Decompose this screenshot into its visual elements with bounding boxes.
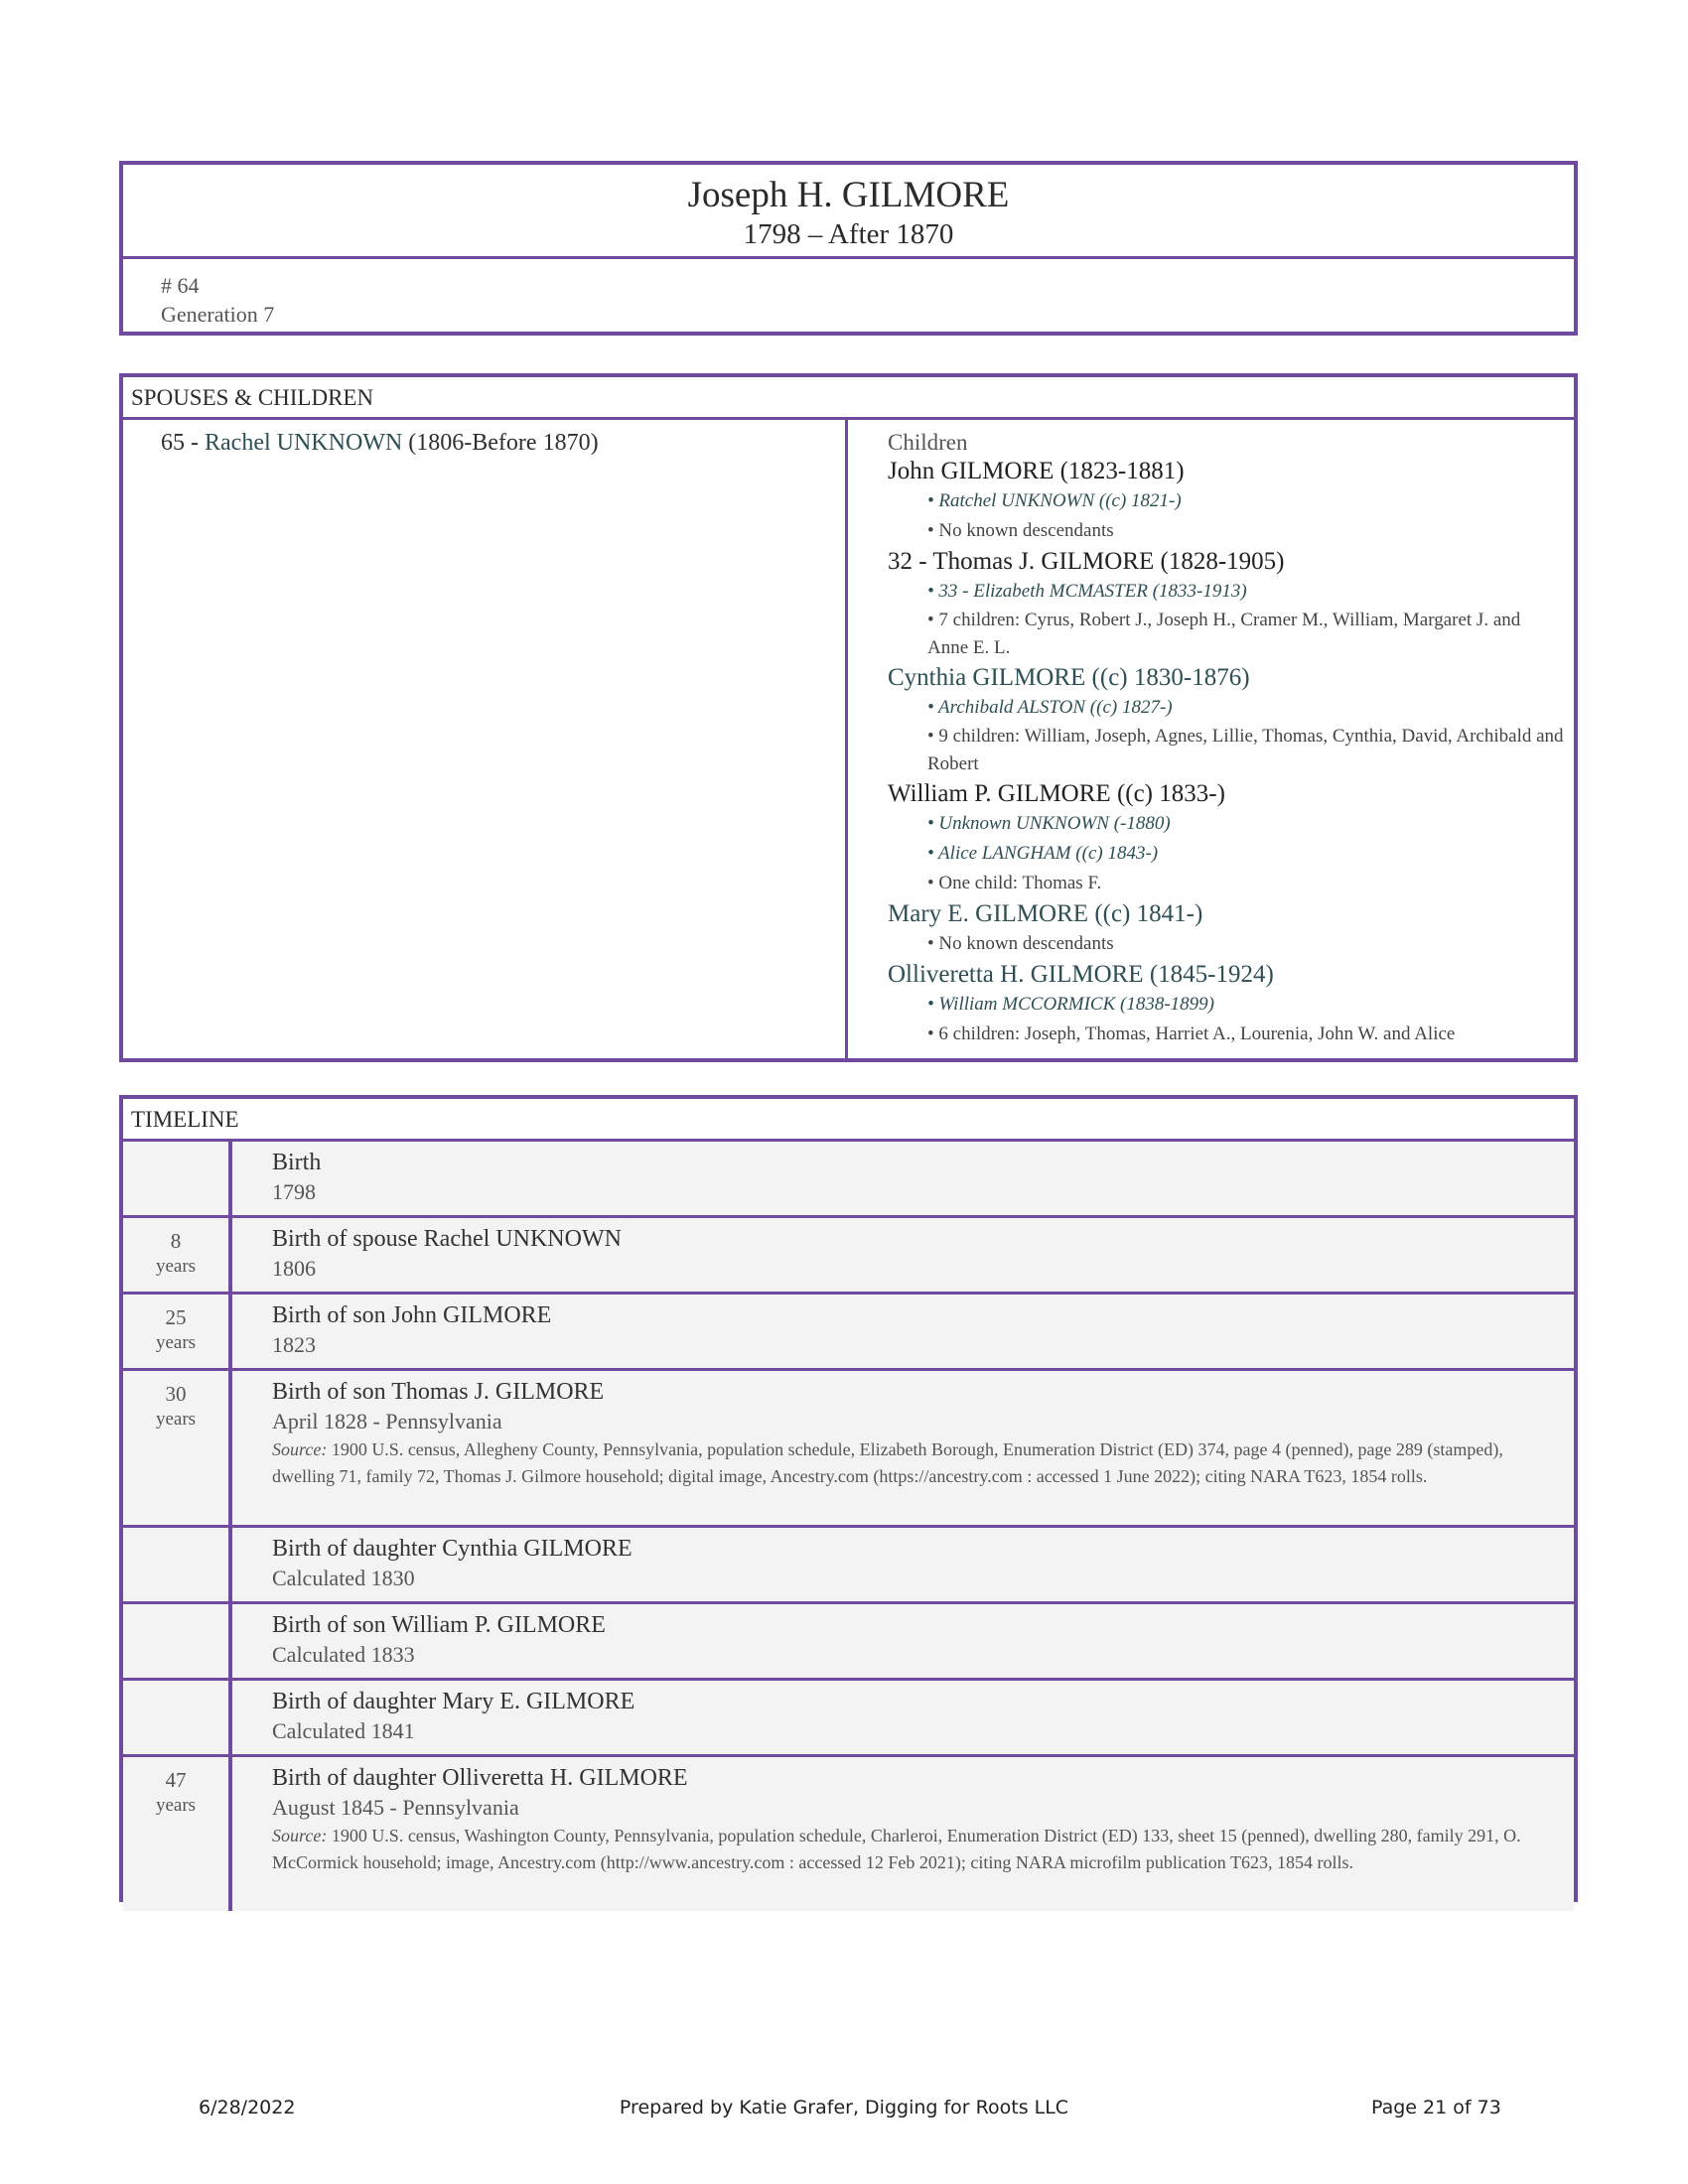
timeline-row [123, 1142, 1574, 1218]
child-name-line [888, 898, 1574, 929]
age-unit: years [155, 1332, 197, 1353]
source-label: Source: [272, 1826, 328, 1845]
timeline-section [119, 1095, 1578, 1902]
child-entry [888, 778, 1574, 898]
timeline-content [272, 1528, 1574, 1593]
timeline-rows [123, 1142, 1574, 1911]
timeline-date-place: 1806 [272, 1256, 316, 1281]
child-name-link[interactable]: Olliveretta H. GILMORE [888, 961, 1144, 988]
timeline-event: Birth of son John GILMORE [272, 1302, 552, 1328]
age-unit: years [155, 1409, 197, 1430]
child-descendants-item: • One child: Thomas F. [927, 873, 1102, 893]
timeline-date-place: Calculated 1841 [272, 1718, 415, 1743]
spouse-name-link[interactable]: Rachel UNKNOWN [205, 430, 403, 456]
child-name-line [888, 662, 1574, 693]
child-dates: (1823-1881) [1054, 458, 1185, 484]
child-entry [888, 898, 1574, 959]
age-value [123, 1528, 228, 1538]
timeline-date-place: August 1845 - Pennsylvania [272, 1795, 519, 1820]
child-spouse-item[interactable]: • Unknown UNKNOWN (-1880) [927, 813, 1171, 834]
spouse-entry [123, 420, 845, 457]
child-name-link[interactable]: Thomas J. GILMORE [932, 548, 1155, 575]
person-meta [123, 259, 1574, 329]
child-descendants-item: • 6 children: Joseph, Thomas, Harriet A., Lourenia, John W. and Alice [927, 1024, 1456, 1044]
section-heading: TIMELINE [123, 1099, 1574, 1142]
child-descendants-item: • 9 children: William, Joseph, Agnes, Lillie, Thomas, Cynthia, David, Archibald and Robert [927, 726, 1564, 774]
child-dates: ((c) 1830-1876) [1085, 664, 1250, 691]
child-dates: (1828-1905) [1154, 548, 1285, 575]
child-dates: ((c) 1833-) [1110, 780, 1225, 807]
timeline-content [272, 1604, 1574, 1670]
child-name-link[interactable]: John GILMORE [888, 458, 1055, 484]
spouse-dates: (1806-Before 1870) [402, 430, 599, 456]
child-entry [888, 959, 1574, 1049]
timeline-age-cell [123, 1295, 232, 1368]
timeline-source-citation [272, 1436, 1554, 1490]
timeline-event: Birth of spouse Rachel UNKNOWN [272, 1226, 622, 1252]
timeline-age-cell [123, 1604, 232, 1678]
child-entry [888, 546, 1574, 662]
child-number: 32 - [888, 548, 933, 575]
timeline-age-cell [123, 1681, 232, 1754]
source-text: 1900 U.S. census, Washington County, Pennsylvania, population schedule, Charleroi, Enumeration District (ED) 133, sheet 15 (penned), dwelling 280, family 291, O. McCormick household; image, Ancestry.com (http://www.ancestry.com : accessed 12 Feb 2021); citing NARA microfilm publication T623, 1854 rolls. [272, 1826, 1521, 1872]
timeline-date-place: 1823 [272, 1332, 316, 1357]
timeline-event: Birth of son William P. GILMORE [272, 1612, 606, 1638]
timeline-row [123, 1218, 1574, 1295]
children-column [860, 420, 1574, 1058]
child-name-line [888, 456, 1574, 486]
section-heading: SPOUSES & CHILDREN [123, 377, 1574, 420]
timeline-source-citation [272, 1823, 1554, 1876]
timeline-row [123, 1681, 1574, 1757]
age-value: 25 [165, 1305, 187, 1329]
child-name-link[interactable]: Cynthia GILMORE [888, 664, 1086, 691]
child-name-line [888, 959, 1574, 990]
source-text: 1900 U.S. census, Allegheny County, Pennsylvania, population schedule, Elizabeth Borough, Enumeration District (ED) 374, page 4 (penned), page 289 (stamped), dwelling 71, family 72, Thomas J. Gilmore household; digital image, Ancestry.com (https://ancestry.com : accessed 1 June 2022); citing NARA T623, 1854 rolls. [272, 1439, 1503, 1486]
timeline-content [272, 1295, 1574, 1360]
children-list [860, 456, 1574, 1049]
timeline-date-place: Calculated 1830 [272, 1566, 415, 1590]
person-generation: Generation 7 [161, 302, 275, 327]
timeline-age-cell [123, 1528, 232, 1601]
timeline-row [123, 1295, 1574, 1371]
spouse-column [123, 420, 848, 1058]
footer-prepared-by: Prepared by Katie Grafer, Digging for Roots LLC [619, 2097, 1069, 2118]
age-unit: years [155, 1795, 197, 1816]
child-spouse-item[interactable]: • Archibald ALSTON ((c) 1827-) [927, 697, 1173, 718]
title-row [123, 165, 1574, 259]
child-name-link[interactable]: William P. GILMORE [888, 780, 1111, 807]
timeline-row [123, 1528, 1574, 1604]
timeline-date-place: 1798 [272, 1179, 316, 1204]
child-dates: (1845-1924) [1143, 961, 1274, 988]
person-number: # 64 [161, 273, 200, 298]
child-descendants-item: • No known descendants [927, 520, 1114, 541]
person-dates: 1798 – After 1870 [743, 218, 954, 250]
timeline-row [123, 1371, 1574, 1528]
timeline-event: Birth of daughter Cynthia GILMORE [272, 1536, 633, 1562]
child-entry [888, 456, 1574, 546]
footer-date: 6/28/2022 [199, 2097, 296, 2118]
timeline-age-cell [123, 1142, 232, 1215]
child-spouse-item[interactable]: • Alice LANGHAM ((c) 1843-) [927, 843, 1159, 864]
age-unit: years [155, 1256, 197, 1277]
spouses-children-section [119, 373, 1578, 1062]
timeline-content [272, 1371, 1574, 1490]
timeline-row [123, 1604, 1574, 1681]
timeline-content [272, 1681, 1574, 1746]
footer-page-number: Page 21 of 73 [1371, 2097, 1501, 2118]
timeline-row [123, 1757, 1574, 1911]
timeline-content [272, 1757, 1574, 1876]
age-value [123, 1604, 228, 1614]
timeline-content [272, 1142, 1574, 1207]
age-value: 8 [170, 1229, 182, 1253]
age-value: 47 [165, 1768, 187, 1792]
age-value [123, 1681, 228, 1691]
timeline-age-cell [123, 1371, 232, 1525]
timeline-age-cell [123, 1218, 232, 1292]
person-header [119, 161, 1578, 336]
child-entry [888, 662, 1574, 778]
age-value: 30 [165, 1382, 187, 1406]
child-spouse-item[interactable]: • Ratchel UNKNOWN ((c) 1821-) [927, 490, 1182, 511]
timeline-event: Birth [272, 1150, 322, 1175]
timeline-content [272, 1218, 1574, 1284]
child-spouse-item[interactable]: • William MCCORMICK (1838-1899) [927, 994, 1214, 1015]
child-name-link[interactable]: Mary E. GILMORE [888, 900, 1089, 927]
children-label: Children [888, 430, 968, 455]
timeline-age-cell [123, 1757, 232, 1911]
child-name-line [888, 778, 1574, 809]
child-spouse-item[interactable]: • 33 - Elizabeth MCMASTER (1833-1913) [927, 581, 1247, 602]
timeline-event: Birth of daughter Olliveretta H. GILMORE [272, 1765, 688, 1791]
timeline-event: Birth of son Thomas J. GILMORE [272, 1379, 605, 1405]
source-label: Source: [272, 1439, 328, 1459]
child-descendants-item: • 7 children: Cyrus, Robert J., Joseph H., Cramer M., William, Margaret J. and Anne E. L. [927, 610, 1521, 658]
timeline-event: Birth of daughter Mary E. GILMORE [272, 1689, 635, 1714]
timeline-date-place: Calculated 1833 [272, 1642, 415, 1667]
age-value [123, 1142, 228, 1152]
spouse-number: 65 - [161, 430, 205, 456]
child-dates: ((c) 1841-) [1088, 900, 1203, 927]
timeline-date-place: April 1828 - Pennsylvania [272, 1409, 502, 1433]
child-name-line [888, 546, 1574, 577]
person-name: Joseph H. GILMORE [687, 175, 1010, 215]
child-descendants-item: • No known descendants [927, 933, 1114, 954]
